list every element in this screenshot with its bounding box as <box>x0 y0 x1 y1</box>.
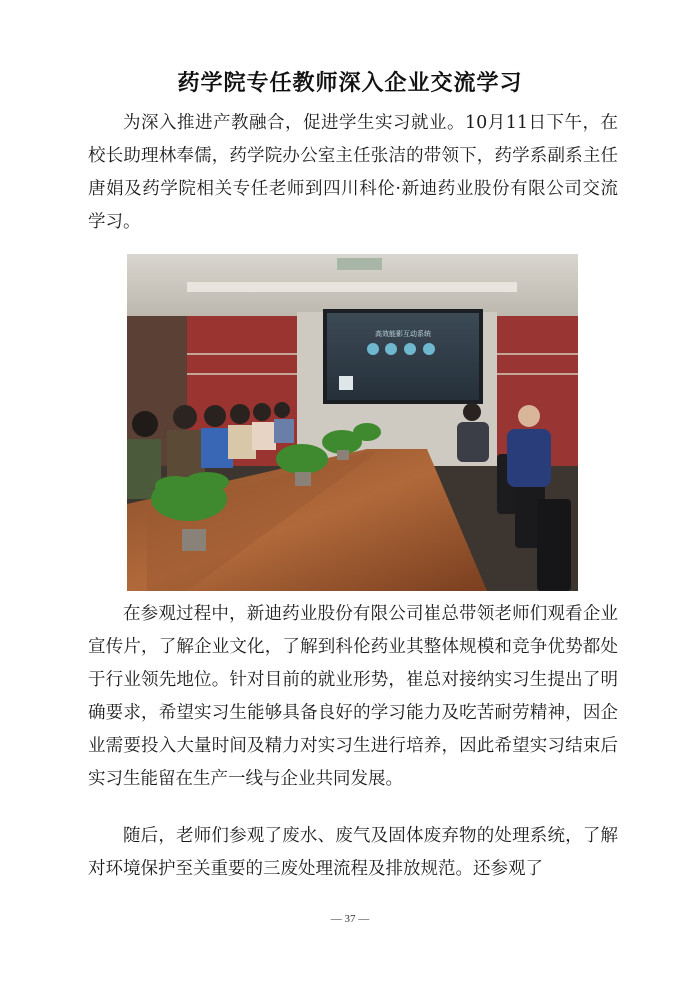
screen-title: 高效能影互动系统 <box>375 330 431 338</box>
paragraph-intro: 为深入推进产教融合，促进学生实习就业。10月11日下午，在校长助理林奉儒，药学院办公室主任张洁的带领下，药学系副系主任唐娟及药学院相关专任老师到四川科伦·新迪药业股份有限公司交流学习。 <box>88 113 618 232</box>
article-title: 药学院专任教师深入企业交流学习 <box>177 71 523 96</box>
paragraph-continuation: 随后，老师们参观了废水、废气及固体废弃物的处理系统，了解对环境保护至关重要的三废处理流程及排放规范。还参观了 <box>88 826 618 879</box>
page-number: — 37 — <box>330 913 370 925</box>
paragraph-visit: 在参观过程中，新迪药业股份有限公司崔总带领老师们观看企业宣传片，了解企业文化，了解到科伦药业其整体规模和竞争优势都处于行业领先地位。针对目前的就业形势，崔总对接纳实习生提出了明确要求，希望实习生能够具备良好的学习能力及吃苦耐劳精神，因企业需要投入大量时间及精力对实习生进行培养，因此希望实习结束后实习生能留在生产一线与企业共同发展。 <box>88 604 618 789</box>
meeting-room-photo <box>127 254 578 591</box>
